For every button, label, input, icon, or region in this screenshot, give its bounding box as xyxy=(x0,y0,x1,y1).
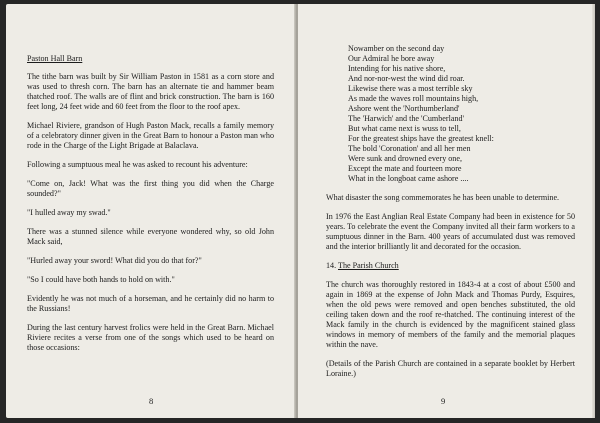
verse-line: Ashore went the 'Northumberland' xyxy=(348,104,460,113)
verse-line: Likewise there was a most terrible sky xyxy=(348,84,473,93)
paragraph: (Details of the Parish Church are contained in a separate booklet by Herbert Loraine.) xyxy=(326,359,575,378)
verse-line: As made the waves roll mountains high, xyxy=(348,94,479,103)
paragraph: The tithe barn was built by Sir William Paston in 1581 as a corn store and was used to thresh corn. The barn has an alternate tie and hammer beam thatched roof. The walls are of flint and brick construction. The barn is 160 feet long, 24 feet wide and 60 feet from the floor to the roof apex. xyxy=(27,72,274,111)
page-number: 8 xyxy=(149,396,154,406)
verse-line: For the greatest ships have the greatest knell: xyxy=(348,134,494,143)
paragraph: Following a sumptuous meal he was asked to recount his adventure: xyxy=(27,160,248,169)
verse-line: What in the longboat came ashore .... xyxy=(348,174,469,183)
song-verse xyxy=(348,44,575,184)
paragraph: There was a stunned silence while everyone wondered why, so old John Mack said, xyxy=(27,227,274,246)
verse-line: The bold 'Coronation' and all her men xyxy=(348,144,471,153)
verse-line: Our Admiral he bore away xyxy=(348,54,435,63)
paragraph: In 1976 the East Anglian Real Estate Company had been in existence for 50 years. To celebrate the event the Company invited all their farm workers to a sumptuous dinner in the Barn. 400 years of accumulated dust was removed and the interior brilliantly lit and decorated for the occasion. xyxy=(326,212,575,251)
section-heading-paston-hall-barn: Paston Hall Barn xyxy=(27,54,83,63)
verse-line: The 'Harwich' and the 'Cumberland' xyxy=(348,114,464,123)
quote-paragraph: "Hurled away your sword! What did you do that for?" xyxy=(27,256,202,265)
section-number: 14. xyxy=(326,261,337,270)
verse-line: But what came next is wuss to tell, xyxy=(348,124,461,133)
verse-line: Intending for his native shore, xyxy=(348,64,446,73)
verse-line: Except the mate and fourteen more xyxy=(348,164,462,173)
paragraph: The church was thoroughly restored in 1843-4 at a cost of about £500 and again in 1869 at the expense of John Mack and Thomas Purdy, Esquires, when the old pews were removed and open benches substituted, the old ceiling taken down and the roof re-thatched. The continuing interest of the Mack family in the church is evidenced by the magnificent stained glass windows in memory of members of the family and the memorial plaques within the nave. xyxy=(326,280,575,349)
section-heading-parish-church xyxy=(326,261,575,271)
verse-line: And nor-nor-west the wind did roar. xyxy=(348,74,465,83)
paragraph: During the last century harvest frolics were held in the Great Barn. Michael Riviere recites a verse from one of the songs which used to be heard on those occasions: xyxy=(27,323,274,352)
verse-line: Were sunk and drowned every one, xyxy=(348,154,462,163)
paragraph: Michael Riviere, grandson of Hugh Paston Mack, recalls a family memory of a celebratory dinner given in the Great Barn to honour a Paston man who rode in the Charge of the Light Brigade at Balaclava. xyxy=(27,121,274,150)
quote-paragraph: "I hulled away my swad." xyxy=(27,208,111,217)
right-page xyxy=(298,4,595,418)
left-page xyxy=(6,4,296,418)
quote-paragraph: "So I could have both hands to hold on with." xyxy=(27,275,175,284)
quote-paragraph: "Come on, Jack! What was the first thing you did when the Charge sounded?" xyxy=(27,179,274,198)
section-title: The Parish Church xyxy=(338,261,399,270)
page-number: 9 xyxy=(441,396,446,406)
verse-line: Nowamber on the second day xyxy=(348,44,445,53)
paragraph: Evidently he was not much of a horseman, and he certainly did no harm to the Russians! xyxy=(27,294,274,313)
paragraph: What disaster the song commemorates he has been unable to determine. xyxy=(326,193,560,202)
